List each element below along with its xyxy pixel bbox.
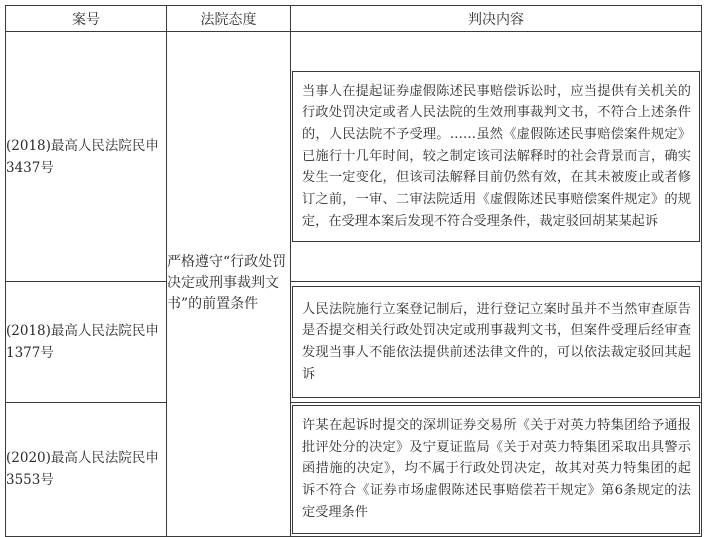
header-row [6, 6, 702, 32]
case-number-cell: (2018)最高人民法院民申1377号 [6, 282, 167, 403]
case-table [5, 5, 702, 537]
judgment-text: 许某在起诉时提交的深圳证券交易所《关于对英力特集团给予通报批评处分的决定》及宁夏证监局《关于对英力特集团采取出具警示函措施的决定》，均不属于行政处罚决定，故其对英力特集团的起诉不符合《证券市场虚假陈述民事赔偿若干规定》第6条规定的法定受理条件 [302, 418, 691, 520]
header-court-attitude: 法院态度 [167, 6, 291, 32]
judgment-box [292, 71, 700, 243]
judgment-cell [291, 32, 702, 282]
judgment-box [292, 405, 700, 534]
case-number-cell: (2018)最高人民法院民申3437号 [6, 32, 167, 282]
header-case-no: 案号 [6, 6, 167, 32]
table-row [6, 282, 702, 403]
table-row [6, 32, 702, 282]
court-attitude-cell: 严格遵守“行政处罚决定或刑事裁判文书”的前置条件 [167, 32, 291, 537]
judgment-box [292, 286, 700, 399]
judgment-cell [291, 282, 702, 403]
header-judgment-content: 判决内容 [291, 6, 702, 32]
judgment-cell [291, 403, 702, 537]
judgment-text: 当事人在提起证券虚假陈述民事赔偿诉讼时，应当提供有关机关的行政处罚决定或者人民法院的生效刑事裁判文书，不符合上述条件的，人民法院不予受理。……虽然《虚假陈述民事赔偿案件规定》已施行十几年时间，较之制定该司法解释时的社会背景而言，确实发生一定变化，但该司法解释目前仍然有效，在其未被废止或者修订之前，一审、二审法院适用《虚假陈述民事赔偿案件规定》的规定，在受理本案后发现不符合受理条件，裁定驳回胡某某起诉 [302, 83, 691, 229]
judgment-text: 人民法院施行立案登记制后，进行登记立案时虽并不当然审查原告是否提交相关行政处罚决定或刑事裁判文书，但案件受理后经审查发现当事人不能依法提供前述法律文件的，可以依法裁定驳回其起诉 [302, 301, 691, 382]
case-number-cell: (2020)最高人民法院民申3553号 [6, 403, 167, 537]
table-row [6, 403, 702, 537]
